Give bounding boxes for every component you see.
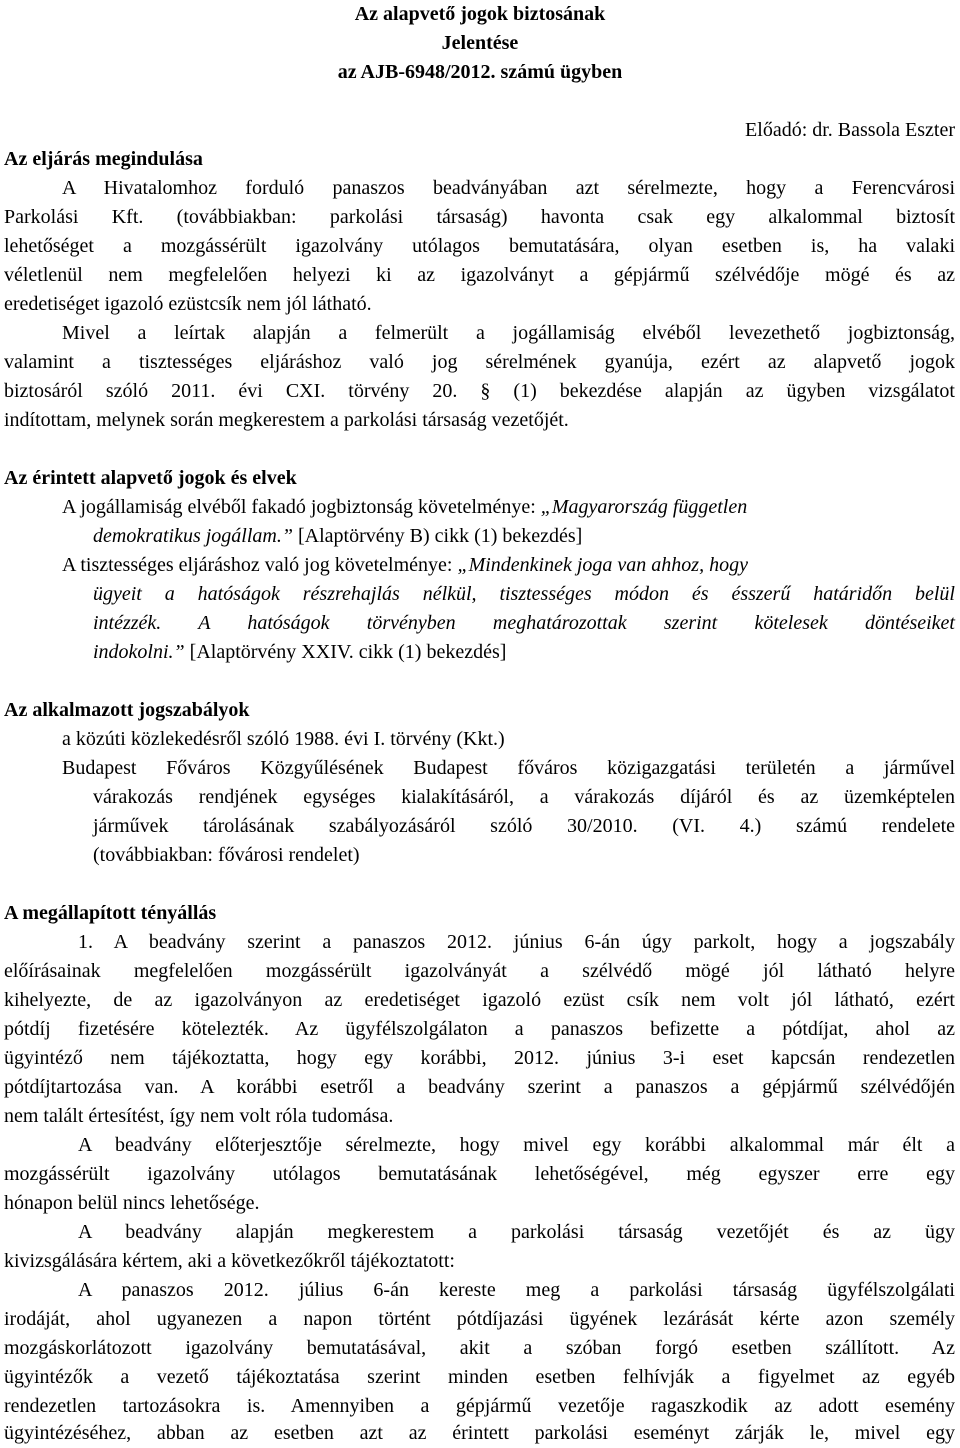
rights-item-1-line-2 xyxy=(93,522,582,551)
facts-p1-line: pótdíjtartozása van. A korábbi esetről a beadvány szerint a panaszos a gépjármű szélvédőjén xyxy=(4,1076,955,1098)
facts-p1-line: 1. A beadvány szerint a panaszos 2012. június 6-án úgy parkolt, hogy a jogszabály xyxy=(78,931,955,953)
facts-p4-line: rendezetlen tartozásokra is. Amennyiben a gépjármű vezetője ragaszkodik az adott esemény xyxy=(4,1395,955,1417)
rights-2-lead: A tisztességes eljáráshoz való jog követelménye: xyxy=(62,554,458,576)
facts-p4-line: ügyintézők a vezető tájékoztatása szerint minden esetben felhívják a figyelmet az egyéb xyxy=(4,1366,955,1388)
title-line-3: az AJB-6948/2012. számú ügyben xyxy=(337,61,623,83)
rights-2-quote: ügyeit a hatóságok részrehajlás nélkül, tisztességes módon és ésszerű határidőn belül xyxy=(93,583,955,605)
facts-p1-line: előírásainak megfelelően mozgássérült igazolványát a szélvédő mögé jól látható helyre xyxy=(4,960,955,982)
facts-p1-line: pótdíj fizetésére kötelezték. Az ügyfélszolgálaton a panaszos befizette a pótdíjat, ahol az xyxy=(4,1018,955,1040)
start-p2-line: biztosáról szóló 2011. évi CXI. törvény 20. § (1) bekezdése alapján az ügyben vizsgálatot xyxy=(4,380,955,402)
start-p2-line: indítottam, melynek során megkerestem a parkolási társaság vezetőjét. xyxy=(4,409,569,431)
start-p1-line: véletlenül nem megfelelően helyezi ki az igazolványt a gépjármű szélvédője mögé és az xyxy=(4,264,955,286)
rights-item-2-line-4 xyxy=(93,638,506,667)
law-item-1: a közúti közlekedésről szóló 1988. évi I. törvény (Kkt.) xyxy=(62,728,505,750)
start-p1-line: Parkolási Kft. (továbbiakban: parkolási társaság) havonta csak egy alkalommal biztosít xyxy=(4,206,955,228)
rights-2-quote: indokolni.” xyxy=(93,641,185,663)
rights-1-lead: A jogállamiság elvéből fakadó jogbiztonság követelménye: xyxy=(62,496,541,518)
rights-2-quote: „Mindenkinek joga van ahhoz, hogy xyxy=(457,554,748,576)
rights-item-1-line-1 xyxy=(62,493,747,522)
law-item-2-line: Budapest Főváros Közgyűlésének Budapest főváros közigazgatási területén a járművel xyxy=(62,757,955,779)
heading-start: Az eljárás megindulása xyxy=(4,148,203,170)
law-item-2-line: járművek tárolásának szabályozásáról szóló 30/2010. (VI. 4.) számú rendelete xyxy=(93,815,955,837)
title-line-1: Az alapvető jogok biztosának xyxy=(354,3,606,25)
start-p2-line: valamint a tisztességes eljáráshoz való jog sérelmének gyanúja, ezért az alapvető jogok xyxy=(4,351,955,373)
facts-p4-line: A panaszos 2012. július 6-án kereste meg a parkolási társaság ügyfélszolgálati xyxy=(78,1279,955,1301)
facts-p1-line: kihelyezte, de az igazolványon az eredetiséget igazoló ezüst csík nem volt jól látható, ezért xyxy=(4,989,955,1011)
title-line-2: Jelentése xyxy=(441,32,519,54)
rights-2-ref: [Alaptörvény XXIV. cikk (1) bekezdés] xyxy=(184,641,507,663)
facts-p3-line: kivizsgálására kértem, aki a következőkről tájékoztatott: xyxy=(4,1250,455,1272)
rights-1-ref: [Alaptörvény B) cikk (1) bekezdés] xyxy=(293,525,583,547)
facts-p2-line: A beadvány előterjesztője sérelmezte, hogy mivel egy korábbi alkalommal már élt a xyxy=(78,1134,955,1156)
start-p1-line: A Hivatalomhoz forduló panaszos beadványában azt sérelmezte, hogy a Ferencvárosi xyxy=(62,177,955,199)
law-item-2-line: (továbbiakban: fővárosi rendelet) xyxy=(93,844,360,866)
facts-p1-line: ügyintéző nem tájékoztatta, hogy egy korábbi, 2012. június 3-i eset kapcsán rendezetlen xyxy=(4,1047,955,1069)
facts-p2-line: mozgássérült igazolvány utólagos bemutatásának lehetőségével, még egyszer erre egy xyxy=(4,1163,955,1185)
heading-facts: A megállapított tényállás xyxy=(4,902,217,924)
start-p1-line: lehetőséget a mozgássérült igazolvány utólagos bemutatására, olyan esetben is, ha valaki xyxy=(4,235,955,257)
facts-p1-line: nem talált értesítést, így nem volt róla tudomása. xyxy=(4,1105,394,1127)
facts-p4-line: ügyintézéséhez, abban az esetben azt az érintett parkolási eseményt zárják le, mivel egy xyxy=(4,1422,955,1444)
rights-2-quote: intézzék. A hatóságok törvényben meghatározottak szerint kötelesek döntéseiket xyxy=(93,612,955,634)
facts-p4-line: irodáját, ahol ugyanezen a napon történt pótdíjazási ügyének lezárását kérte azon személy xyxy=(4,1308,955,1330)
rights-1-quote: „Magyarország független xyxy=(540,496,748,518)
presenter: Előadó: dr. Bassola Eszter xyxy=(745,119,955,141)
facts-p2-line: hónapon belül nincs lehetősége. xyxy=(4,1192,260,1214)
heading-laws: Az alkalmazott jogszabályok xyxy=(4,699,250,721)
heading-rights: Az érintett alapvető jogok és elvek xyxy=(4,467,297,489)
law-item-2-line: várakozás rendjének egységes kialakításáról, a várakozás díjáról és az üzemképtelen xyxy=(93,786,955,808)
rights-1-quote: demokratikus jogállam.” xyxy=(93,525,293,547)
facts-p3-line: A beadvány alapján megkerestem a parkolási társaság vezetőjét és az ügy xyxy=(78,1221,955,1243)
facts-p4-line: mozgáskorlátozott igazolvány bemutatásával, akit a szóban forgó esetben szállított. Az xyxy=(4,1337,955,1359)
start-p2-line: Mivel a leírtak alapján a felmerült a jogállamiság elvéből levezethető jogbiztonság, xyxy=(62,322,955,344)
start-p1-line: eredetiséget igazoló ezüstcsík nem jól látható. xyxy=(4,293,372,315)
rights-item-2-line-1 xyxy=(62,551,748,580)
